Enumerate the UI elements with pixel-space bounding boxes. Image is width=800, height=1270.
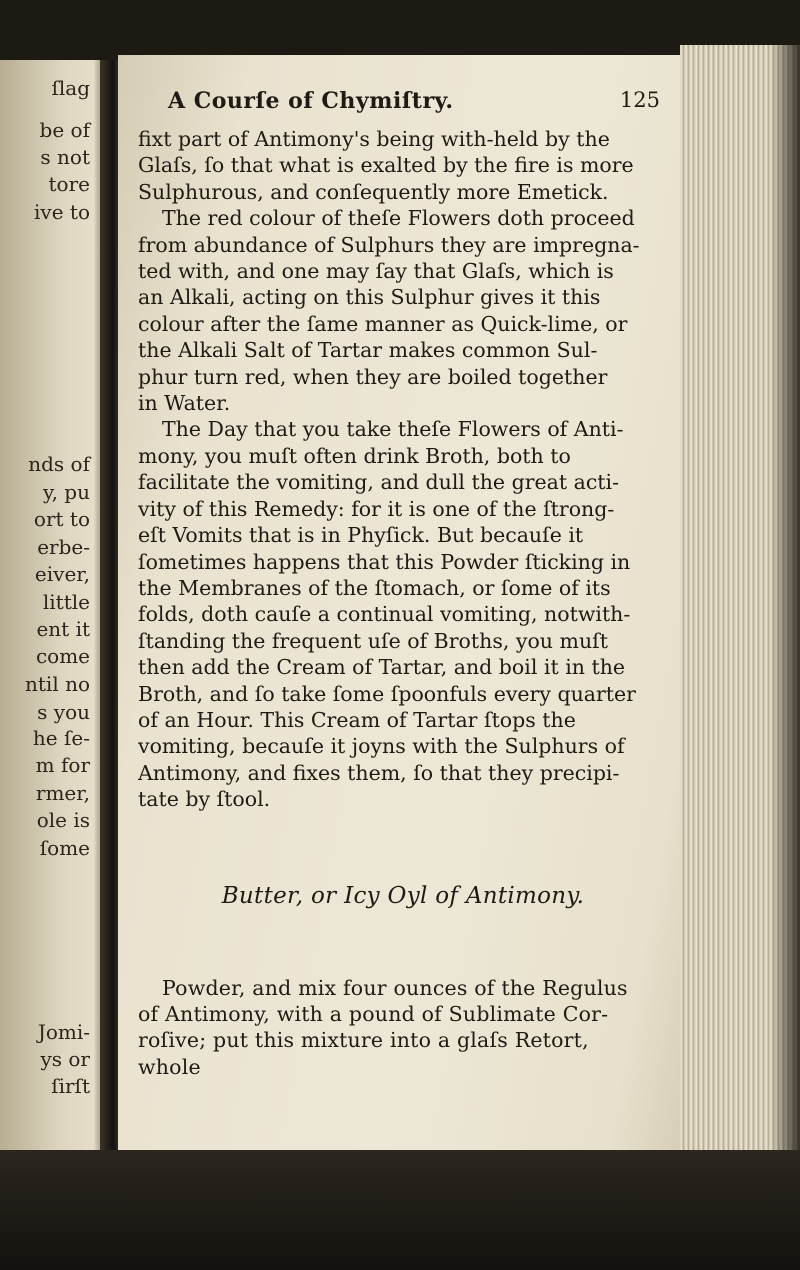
left-fragment: little xyxy=(42,590,90,614)
text-line: of an Hour. This Cream of Tartar ſtops the xyxy=(138,707,576,732)
left-fragment: Jomi- xyxy=(37,1020,90,1044)
left-fragment: he ſe- xyxy=(32,726,90,750)
left-fragment: m for xyxy=(35,753,90,777)
paragraph-red-colour xyxy=(138,205,668,416)
text-line: phur turn red, when they are boiled together xyxy=(138,364,608,389)
left-fragment: ole is xyxy=(36,808,90,832)
left-fragment: eiver, xyxy=(34,562,90,586)
section-heading: Butter, or Icy Oyl of Antimony. xyxy=(221,882,585,909)
left-fragment: ys or xyxy=(40,1047,90,1071)
text-line: then add the Cream of Tartar, and boil it in the xyxy=(138,655,626,680)
text-line: vity of this Remedy: for it is one of the ſtrong- xyxy=(138,496,615,521)
left-fragment: ort to xyxy=(33,507,90,531)
text-line: ted with, and one may ſay that Glaſs, which is xyxy=(138,259,614,284)
running-header xyxy=(138,88,668,126)
text-line: Powder, and mix four ounces of the Regulus xyxy=(162,975,628,1000)
text-line: fixt part of Antimony's being with-held by the xyxy=(138,127,610,151)
left-fragment: rmer, xyxy=(35,781,90,805)
text-line: folds, doth cauſe a continual vomiting, notwith- xyxy=(138,602,631,627)
text-line: tate by ſtool. xyxy=(138,787,271,812)
text-line: Broth, and ſo take ſome ſpoonfuls every quarter xyxy=(138,681,636,706)
page-text xyxy=(138,88,668,1080)
left-fragment: nds of xyxy=(28,452,90,476)
text-line: the Membranes of the ſtomach, or ſome of its xyxy=(138,575,611,600)
paragraph-butter xyxy=(138,975,668,1081)
text-line: ſtanding the frequent uſe of Broths, you muſt xyxy=(138,628,608,653)
text-line: from abundance of Sulphurs they are impregna- xyxy=(138,232,640,257)
left-fragment: come xyxy=(35,644,90,668)
text-line: eſt Vomits that is in Phyſick. But becauſe it xyxy=(138,523,584,548)
left-fragment: y, pu xyxy=(42,480,90,504)
catchword: whole xyxy=(138,1054,201,1079)
left-fragment: tore xyxy=(48,172,90,196)
left-fragment: erbe- xyxy=(37,535,90,559)
text-line: Sulphurous, and conſequently more Emetick. xyxy=(138,179,609,204)
left-fragment: s you xyxy=(37,700,90,724)
text-line: mony, you muſt often drink Broth, both to xyxy=(138,443,571,468)
page-edges xyxy=(680,45,800,1170)
left-fragment: ent it xyxy=(36,617,90,641)
bottom-shadow xyxy=(0,1150,800,1270)
left-fragment: ive to xyxy=(34,200,90,224)
text-line: colour after the ſame manner as Quick-lime, or xyxy=(138,311,628,336)
paragraph-continued xyxy=(138,126,668,205)
text-line: Antimony, and fixes them, ſo that they precipi- xyxy=(138,760,620,785)
left-fragment: ſome xyxy=(39,836,90,860)
left-fragment: ſlag xyxy=(51,76,90,100)
text-line: ſometimes happens that this Powder ſticking in xyxy=(138,549,631,574)
left-fragment: ſirſt xyxy=(51,1074,90,1098)
text-line: The Day that you take theſe Flowers of Anti- xyxy=(162,417,624,442)
paragraph-day xyxy=(138,416,668,812)
left-fragment: ntil no xyxy=(25,672,90,696)
header-title: A Courſe of Chymiſtry. xyxy=(168,88,454,114)
text-line: vomiting, becauſe it joyns with the Sulphurs of xyxy=(138,734,625,759)
left-fragment: be of xyxy=(39,118,90,142)
text-line: roſive; put this mixture into a glaſs Retort, xyxy=(138,1028,589,1053)
left-facing-page xyxy=(0,60,110,1150)
text-line: of Antimony, with a pound of Sublimate Cor- xyxy=(138,1001,609,1026)
left-fragment: s not xyxy=(40,145,90,169)
text-line: the Alkali Salt of Tartar makes common Sul- xyxy=(138,338,598,363)
text-line: in Water. xyxy=(138,391,231,416)
text-line: an Alkali, acting on this Sulphur gives it this xyxy=(138,285,601,310)
page-number: 125 xyxy=(619,88,660,112)
text-line: facilitate the vomiting, and dull the great acti- xyxy=(138,470,620,495)
text-line: Glaſs, ſo that what is exalted by the fire is more xyxy=(138,153,634,178)
text-line: The red colour of theſe Flowers doth proceed xyxy=(162,206,635,231)
